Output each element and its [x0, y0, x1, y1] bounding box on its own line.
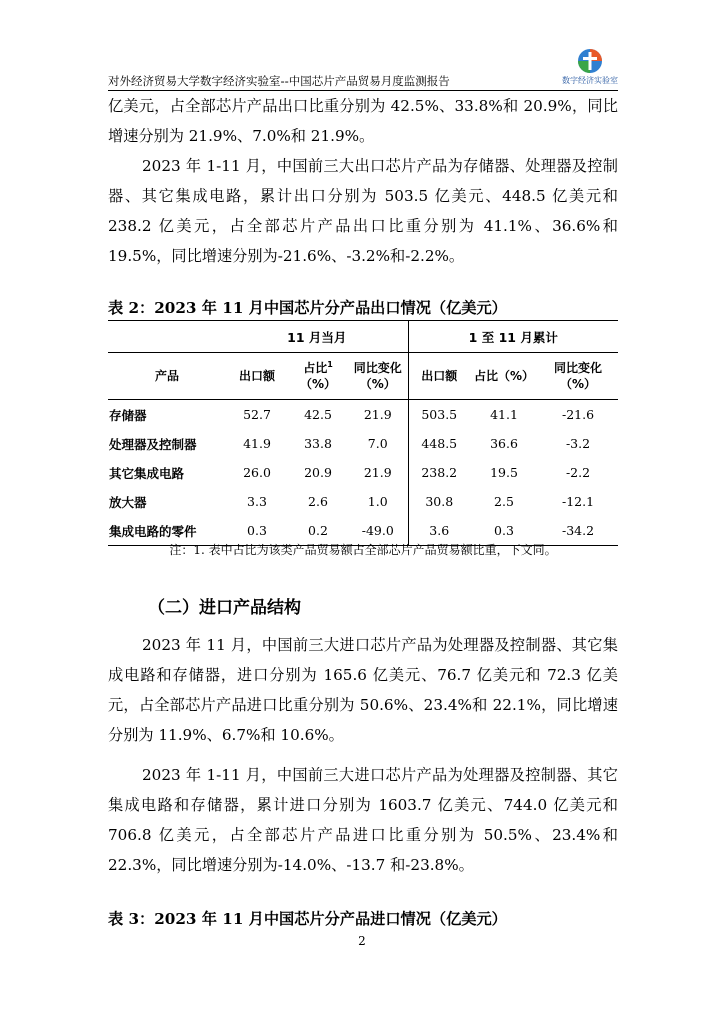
cell-cum-yoy: -21.6 [561, 407, 595, 422]
table3-caption: 表 3：2023 年 11 月中国芯片分产品进口情况（亿美元） [108, 910, 507, 928]
col-header-yoy-label: 同比变化 [353, 361, 402, 375]
cell-month-share: 2.6 [308, 494, 328, 509]
col-header-yoy-unit: （%） [359, 377, 396, 391]
table-group-header-row [108, 321, 618, 353]
cell-cum-export: 238.2 [408, 458, 470, 487]
export-by-product-table [108, 320, 618, 546]
globe-logo-icon [577, 48, 603, 74]
cell-month-yoy: 7.0 [367, 436, 388, 451]
lab-logo [560, 48, 620, 86]
cell-month-yoy: 21.9 [363, 465, 392, 480]
col-header-export-cumulative: 出口额 [408, 353, 470, 400]
table-row [108, 458, 618, 487]
table2-footnote: 注：1. 表中占比为该类产品贸易额占全部芯片产品贸易额比重，下文同。 [169, 543, 557, 557]
col-header-share-unit: （%） [299, 377, 337, 391]
cell-cum-share: 36.6 [490, 436, 518, 451]
cell-month-yoy: 1.0 [367, 494, 388, 509]
col-header-export: 出口额 [226, 353, 288, 400]
table2-caption: 表 2：2023 年 11 月中国芯片分产品出口情况（亿美元） [108, 299, 507, 317]
cell-cum-share: 0.3 [494, 523, 514, 538]
table-corner-cell [108, 321, 226, 353]
col-header-yoy-cumulative [538, 353, 618, 400]
table-row [108, 487, 618, 516]
cell-cum-yoy: -12.1 [561, 494, 595, 509]
col-header-product: 产品 [108, 353, 226, 400]
logo-text: 数字经济实验室 [562, 76, 618, 85]
cell-month-share: 20.9 [304, 465, 332, 480]
cell-cum-export: 3.6 [408, 516, 470, 546]
group-header-cumulative: 1 至 11 月累计 [408, 321, 618, 353]
col-header-share-label: 占比 [303, 361, 328, 375]
cell-cum-yoy: -2.2 [565, 465, 591, 480]
table-column-header-row [108, 353, 618, 400]
cell-month-export: 0.3 [247, 523, 267, 538]
cell-month-export: 41.9 [243, 436, 271, 451]
group-header-month: 11 月当月 [226, 321, 408, 353]
cell-cum-export: 448.5 [408, 429, 470, 458]
running-header: 对外经济贸易大学数字经济实验室--中国芯片产品贸易月度监测报告 [108, 74, 450, 88]
col-header-share-cumulative: 占比（%） [470, 353, 538, 400]
col-header-yoy [348, 353, 408, 400]
cell-cum-share: 19.5 [490, 465, 518, 480]
cell-cum-export: 503.5 [408, 400, 470, 430]
cell-month-export: 3.3 [247, 494, 267, 509]
cell-month-share: 0.2 [308, 523, 328, 538]
row-product-name: 存储器 [109, 407, 147, 423]
cell-month-share: 33.8 [304, 436, 332, 451]
table-row [108, 400, 618, 430]
col-header-yoy2-label: 同比变化 [553, 361, 602, 375]
cell-month-yoy: -49.0 [361, 523, 394, 538]
paragraph-export-monthly-tail: 亿美元，占全部芯片产品出口比重分别为 42.5%、33.8%和 20.9%，同比增速分别为 21.9%、7.0%和 21.9%。 [108, 97, 618, 145]
cell-month-export: 52.7 [243, 407, 271, 422]
section-title-import: （二）进口产品结构 [148, 598, 301, 618]
paragraph-import-cumulative: 2023 年 1-11 月，中国前三大进口芯片产品为处理器及控制器、其它集成电路和存储器，累计进口分别为 1603.7 亿美元、744.0 亿美元和 706.8 亿美元，占全部芯片产品进口比重分别为 50.5%、23.4%和 22.3%，同比增速分别为-14.0%、-13.7 和-23.8%。 [108, 766, 618, 874]
col-header-share [288, 353, 348, 400]
row-product-name: 处理器及控制器 [109, 436, 197, 452]
cell-month-export: 26.0 [243, 465, 271, 480]
row-product-name: 其它集成电路 [109, 465, 185, 481]
cell-cum-share: 2.5 [494, 494, 514, 509]
col-header-yoy2-unit: （%） [559, 377, 597, 391]
cell-month-yoy: 21.9 [363, 407, 392, 422]
cell-cum-export: 30.8 [408, 487, 470, 516]
cell-cum-share: 41.1 [490, 407, 518, 422]
footnote-marker: 1 [327, 360, 333, 369]
page-number: 2 [358, 934, 366, 948]
row-product-name: 集成电路的零件 [109, 523, 197, 539]
cell-month-share: 42.5 [304, 407, 332, 422]
cell-cum-yoy: -34.2 [561, 523, 595, 538]
cell-cum-yoy: -3.2 [565, 436, 591, 451]
row-product-name: 放大器 [109, 494, 147, 510]
paragraph-import-monthly: 2023 年 11 月，中国前三大进口芯片产品为处理器及控制器、其它集成电路和存储器，进口分别为 165.6 亿美元、76.7 亿美元和 72.3 亿美元，占全部芯片产品进口比重分别为 50.6%、23.4%和 22.1%，同比增速分别为 11.9%、6.7%和 10.6%。 [108, 636, 618, 744]
table-row [108, 429, 618, 458]
paragraph-export-cumulative: 2023 年 1-11 月，中国前三大出口芯片产品为存储器、处理器及控制器、其它集成电路，累计出口分别为 503.5 亿美元、448.5 亿美元和 238.2 亿美元，占全部芯片产品出口比重分别为 41.1%、36.6%和 19.5%，同比增速分别为-21.6%、-3.2%和-2.2%。 [108, 157, 618, 265]
